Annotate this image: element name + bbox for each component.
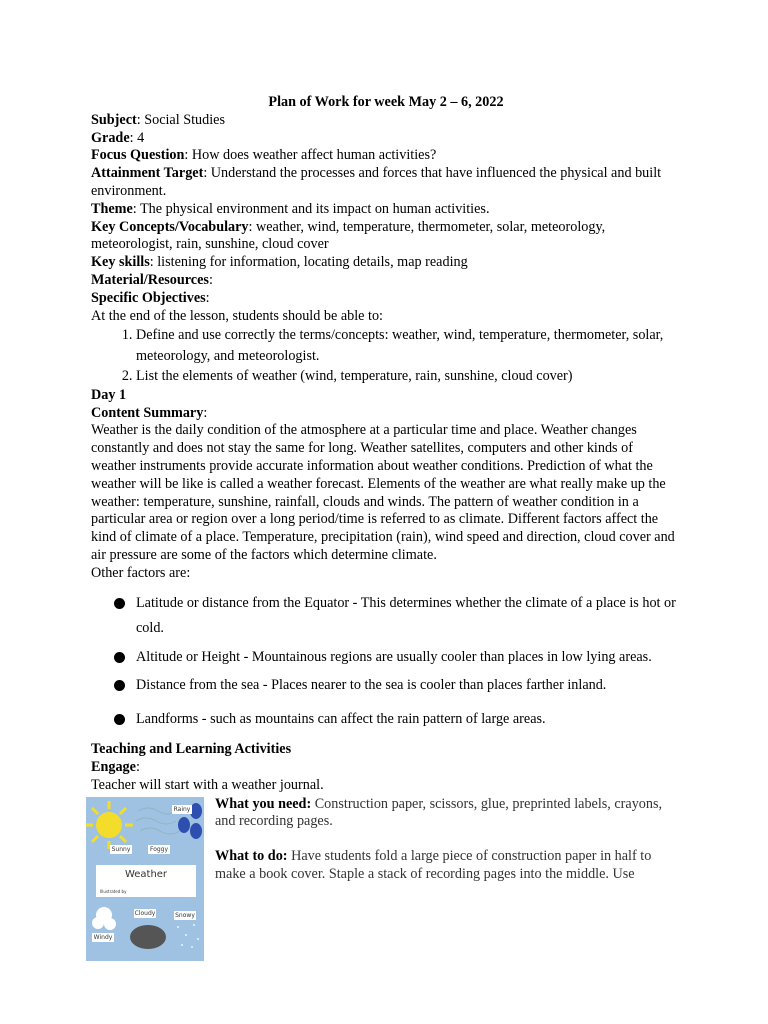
weather-journal-image — [86, 797, 204, 961]
what-to-do-value: Have students fold a large piece of construction paper in half to make a book cover. Staple a stack of recording pages into the middle. Use — [215, 848, 652, 882]
theme-line — [91, 201, 681, 219]
materials-line — [91, 272, 681, 290]
summary-paragraph: Weather is the daily condition of the atmosphere at a particular time and place. Weather changes constantly and does not stay the same for long. Weather satellites, computers and other kinds of weather instruments provide accurate information about weather conditions. Prediction of what the weather will be like is called a weather forecast. Elements of the weather are what really make up the weather: temperature, sunshine, rainfall, clouds and winds. The pattern of weather condition in a particular area or region over a long period/time is referred to as climate. Different factors affect the kind of climate of a place. Temperature, precipitation (rain), wind speed and direction, cloud cover and air pressure are some of the factors which determine climate. — [91, 422, 675, 564]
content-summary-value: : — [203, 404, 208, 421]
document-page — [91, 94, 681, 967]
objectives-label: Specific Objectives — [91, 289, 206, 306]
key-concepts-value: : weather, wind, temperature, thermometer, solar, meteorology, meteorologist, rain, sunshine, cloud cover — [91, 218, 606, 253]
theme-value: : The physical environment and its impact on human activities. — [132, 200, 490, 217]
windy-label: Windy — [93, 933, 113, 941]
focus-question-label: Focus Question — [91, 147, 185, 164]
journal-instructions — [215, 796, 680, 884]
attainment-target-label: Attainment Target — [91, 165, 204, 182]
bullet-icon — [114, 652, 125, 663]
what-to-do-line — [215, 848, 680, 884]
sunny-label: Sunny — [111, 845, 131, 853]
what-you-need-line — [215, 796, 680, 832]
what-you-need-label: What you need: — [215, 795, 312, 812]
grade-line — [91, 130, 681, 148]
subject-label: Subject — [91, 111, 137, 128]
theme-label: Theme — [91, 200, 133, 217]
objective-item: 2. List the elements of weather (wind, temperature, rain, sunshine, cloud cover) — [136, 366, 681, 387]
focus-question-value: : How does weather affect human activities? — [184, 147, 437, 164]
bullet-icon — [114, 714, 125, 725]
objectives-intro: At the end of the lesson, students should be able to: — [91, 307, 383, 324]
factor-text: Latitude or distance from the Equator - This determines whether the climate of a place is hot or cold. — [136, 594, 676, 637]
content-summary-label: Content Summary — [91, 404, 204, 421]
day-heading — [91, 387, 681, 405]
factor-text: Distance from the sea - Places nearer to the sea is cooler than places farther inland. — [136, 677, 607, 694]
bullet-icon — [114, 680, 125, 691]
factor-text: Altitude or Height - Mountainous regions are usually cooler than places in low lying areas. — [136, 648, 652, 665]
content-summary-line — [91, 405, 681, 423]
what-to-do-label: What to do: — [215, 848, 288, 865]
factor-item — [91, 707, 681, 733]
dark-cloud-icon — [130, 925, 166, 949]
engage-text: Teacher will start with a weather journal. — [91, 776, 324, 793]
subject-line — [91, 112, 681, 130]
factor-item — [91, 591, 681, 642]
engage-label: Engage — [91, 758, 136, 775]
factors-list — [91, 591, 681, 733]
attainment-target-value: : Understand the processes and forces that have influenced the physical and built environment. — [91, 165, 662, 199]
other-factors-line: Other factors are: — [91, 564, 191, 581]
key-skills-line — [91, 254, 681, 272]
engage-line — [91, 759, 681, 777]
cover-title: Weather — [124, 868, 168, 880]
subject-value: : Social Studies — [136, 111, 225, 128]
objectives-value: : — [205, 289, 210, 306]
day-label: Day 1 — [91, 386, 127, 403]
objective-item: 1. Define and use correctly the terms/concepts: weather, wind, temperature, thermometer, solar, meteorology, and meteorologist. — [136, 325, 681, 366]
bullet-icon — [114, 598, 125, 609]
teaching-heading — [91, 741, 681, 759]
cover-title-card — [96, 865, 196, 897]
engage-value: : — [135, 758, 140, 775]
weather-journal-section — [91, 797, 681, 967]
grade-label: Grade — [91, 129, 130, 146]
document-title: Plan of Work for week May 2 – 6, 2022 — [268, 94, 504, 110]
factor-item — [91, 673, 681, 699]
what-you-need-value: Construction paper, scissors, glue, preprinted labels, crayons, and recording pages. — [215, 795, 663, 830]
key-skills-value: : listening for information, locating details, map reading — [149, 254, 468, 271]
foggy-label: Foggy — [149, 845, 169, 853]
objectives-line — [91, 290, 681, 308]
objectives-list — [91, 325, 681, 387]
snowy-label: Snowy — [175, 911, 195, 919]
teaching-label: Teaching and Learning Activities — [91, 741, 292, 758]
materials-value: : — [208, 271, 213, 288]
attainment-target-line — [91, 165, 681, 201]
cover-subtitle: Illustrated by — [100, 888, 127, 894]
focus-question-line — [91, 147, 681, 165]
grade-value: : 4 — [129, 129, 145, 146]
cloudy-label: Cloudy — [134, 909, 156, 917]
key-concepts-line — [91, 219, 681, 255]
key-concepts-label: Key Concepts/Vocabulary — [91, 218, 249, 235]
factor-item — [91, 645, 681, 671]
rainy-label: Rainy — [173, 805, 191, 813]
factor-text: Landforms - such as mountains can affect the rain pattern of large areas. — [136, 710, 546, 727]
materials-label: Material/Resources — [91, 271, 209, 288]
key-skills-label: Key skills — [91, 254, 150, 271]
